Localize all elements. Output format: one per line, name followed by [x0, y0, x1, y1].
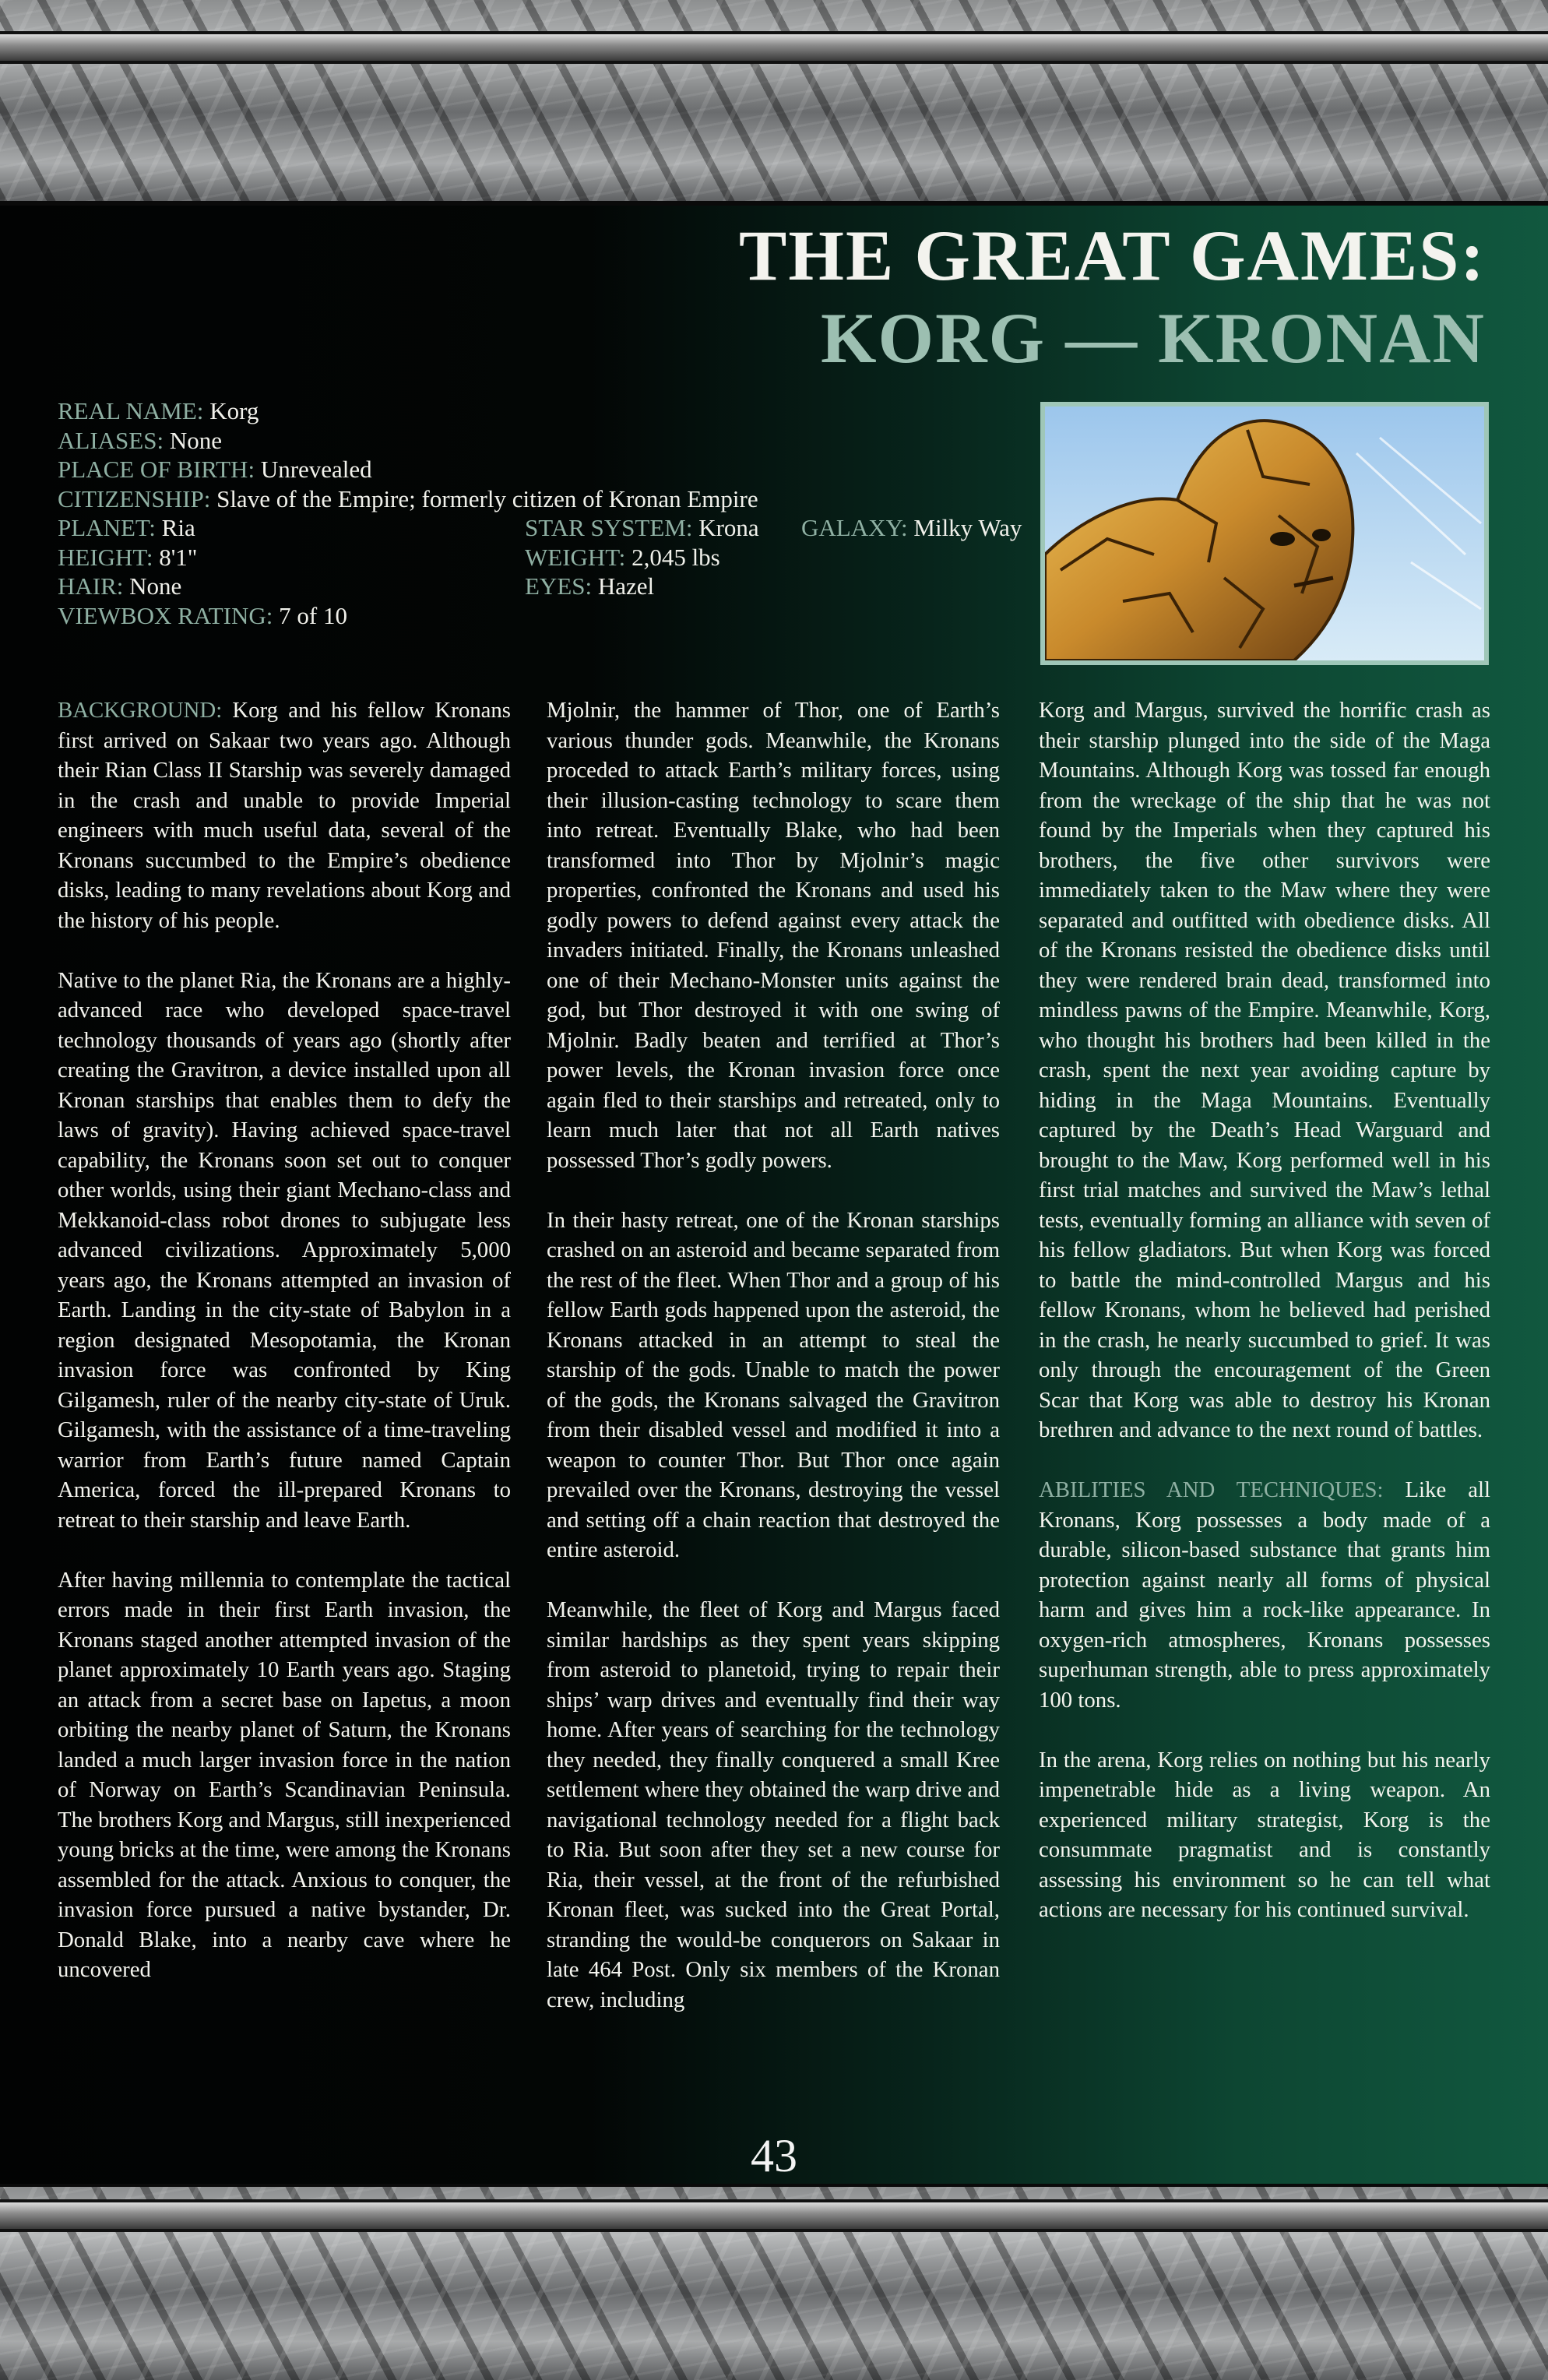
- stat-row: [58, 485, 1039, 515]
- section-heading-background: BACKGROUND:: [58, 698, 223, 723]
- stat-label: PLACE OF BIRTH:: [58, 456, 255, 483]
- stat-value: Slave of the Empire; formerly citizen of Kronan Empire: [216, 484, 758, 512]
- stat-row: [58, 602, 1039, 632]
- stat-label: HEIGHT:: [58, 543, 153, 571]
- stat-row: [58, 397, 1039, 427]
- stat-planet: [58, 514, 195, 541]
- korg-portrait-illustration: [1045, 407, 1484, 660]
- metal-bar: [0, 2199, 1548, 2232]
- stat-value: Ria: [161, 514, 195, 541]
- divider: [0, 201, 1548, 206]
- stone-header-border: [0, 0, 1548, 204]
- stat-height: [58, 544, 197, 571]
- stat-weight: [525, 544, 720, 572]
- paragraph-text: Like all Kronans, Korg possesses a body made of a durable, silicon-based substance that grants him protection against nearly all forms of physical harm and gives him a rock-like appearance. In oxygen-rich atmospheres, Kronans possesses superhuman strength, able to press approximately 100 tons.: [1039, 1477, 1490, 1713]
- stat-value: 7 of 10: [279, 601, 347, 629]
- stat-label: ALIASES:: [58, 426, 164, 454]
- stat-label: STAR SYSTEM:: [525, 514, 693, 541]
- stats-block: [58, 397, 1039, 631]
- paragraph: In the arena, Korg relies on nothing but his nearly impenetrable hide as a living weapon. An experienced military strategist, Korg is the consummate pragmatist and is constantly assessing his environment so he can tell what actions are necessary for his continued survival.: [1039, 1747, 1490, 1922]
- paragraph: [58, 695, 511, 935]
- stat-row: [58, 572, 1039, 602]
- stat-galaxy: [801, 514, 1022, 542]
- stat-label: REAL NAME:: [58, 397, 204, 424]
- stat-value: 8'1": [159, 543, 198, 571]
- text-column-1: [58, 695, 511, 2015]
- stat-value: Krona: [698, 514, 759, 541]
- paragraph-text: Korg and his fellow Kronans first arrived on Sakaar two years ago. Although their Rian Class II Starship was severely damaged in the crash and unable to provide Imperial engineers with much useful data, several of the Kronans succumbed to the Empire’s obedience disks, leading to many revelations about Korg and the history of his people.: [58, 698, 512, 933]
- paragraph: After having millennia to contemplate the tactical errors made in their first Earth invasion, the Kronans staged another attempted invasion of the planet approximately 10 Earth years ago. Staging an attack from a secret base on Iapetus, a moon orbiting the nearby planet of Saturn, the Kronans landed a much larger invasion force in the nation of Norway on Earth’s Scandinavian Peninsula. The brothers Korg and Margus, still inexperienced young bricks at the time, were among the Kronans assembled for the attack. Anxious to conquer, the invasion force pursued a native bystander, Dr. Donald Blake, into a nearby cave where he uncovered: [58, 1567, 511, 1982]
- stat-label: HAIR:: [58, 572, 124, 600]
- stat-value: None: [129, 572, 182, 600]
- stat-value: 2,045 lbs: [632, 543, 720, 571]
- section-heading-abilities: ABILITIES AND TECHNIQUES:: [1039, 1477, 1384, 1502]
- stat-row: [58, 456, 1039, 485]
- stat-label: GALAXY:: [801, 514, 908, 541]
- paragraph: Korg and Margus, survived the horrific crash as their starship plunged into the side of the Maga Mountains. Although Korg was tossed far enough from the wreckage of the ship that he was not found by the Imperials when they captured his brothers, the five other survivors were immediately taken to the Maw where they were separated and outfitted with obedience disks. All of the Kronans resisted the obedience disks until they were rendered brain dead, transformed into mindless pawns of the Empire. Meanwhile, Korg, who thought his brothers had been killed in the crash, spent the next year avoiding capture by hiding in the Maga Mountains. Eventually captured by the Death’s Head Warguard and brought to the Maw, Korg performed well in his first trial matches and survived the Maw’s lethal tests, eventually forming an alliance with seven of his fellow gladiators. But when Korg was forced to battle the mind-controlled Margus and his fellow Kronans, whom he believed had perished in the crash, he nearly succumbed to grief. It was only through the encouragement of the Green Scar that Korg was able to destroy his Kronan brethren and advance to the next round of battles.: [1039, 698, 1490, 1442]
- stat-label: EYES:: [525, 572, 593, 600]
- character-portrait: [1040, 402, 1489, 665]
- text-column-2: [547, 695, 1000, 2045]
- title-line-2: KORG — KRONAN: [821, 298, 1486, 378]
- stat-label: VIEWBOX RATING:: [58, 601, 273, 629]
- stat-row: [58, 544, 1039, 573]
- stat-star-system: [525, 514, 759, 542]
- stat-label: WEIGHT:: [525, 543, 626, 571]
- page-number: 43: [751, 2130, 797, 2181]
- stat-value: None: [169, 426, 222, 454]
- stat-label: CITIZENSHIP:: [58, 484, 211, 512]
- stat-eyes: [525, 572, 654, 600]
- paragraph: [1039, 1475, 1490, 1715]
- stat-label: PLANET:: [58, 514, 156, 541]
- stat-value: Korg: [209, 397, 259, 424]
- text-column-3: [1039, 695, 1490, 1955]
- title-line-1: THE GREAT GAMES:: [739, 216, 1486, 295]
- stone-footer-border: [0, 2187, 1548, 2380]
- page-title: [739, 216, 1486, 378]
- stat-value: Hazel: [597, 572, 655, 600]
- paragraph: Native to the planet Ria, the Kronans are a highly-advanced race who developed space-travel technology thousands of years ago (shortly after creating the Gravitron, a device installed upon all Kronan starships that enables them to defy the laws of gravity). Having achieved space-travel capability, the Kronans soon set out to conquer other worlds, using their giant Mechano-class and Mekkanoid-class robot drones to subjugate less advanced civilizations. Approximately 5,000 years ago, the Kronans attempted an invasion of Earth. Landing in the city-state of Babylon in a region designated Mesopotamia, the Kronan invasion force was confronted by King Gilgamesh, ruler of the nearby city-state of Uruk. Gilgamesh, with the assistance of a time-traveling warrior from Earth’s future named Captain America, forced the ill-prepared Kronans to retreat to their starship and leave Earth.: [58, 967, 511, 1533]
- stat-value: Unrevealed: [260, 456, 372, 483]
- paragraph: In their hasty retreat, one of the Kronan starships crashed on an asteroid and became separated from the rest of the fleet. When Thor and a group of his fellow Earth gods happened upon the asteroid, the Kronans attacked in an attempt to steal the starship of the gods. Unable to match the power of the gods, the Kronans salvaged the Gravitron from their disabled vessel and modified it into a weapon to counter Thor. But Thor once again prevailed over the Kronans, destroying the vessel and setting off a chain reaction that destroyed the entire asteroid.: [547, 1207, 1000, 1562]
- stat-value: Milky Way: [913, 514, 1022, 541]
- metal-bar: [0, 31, 1548, 64]
- stat-row: [58, 514, 1039, 544]
- paragraph: Mjolnir, the hammer of Thor, one of Earth’s various thunder gods. Meanwhile, the Kronans proceded to attack Earth’s military forces, using their illusion-casting technology to scare them into retreat. Eventually Blake, who had been transformed into Thor by Mjolnir’s magic properties, confronted the Kronans and used his godly powers to defend against every attack the invaders initiated. Finally, the Kronans unleashed one of their Mechano-Monster units against the god, but Thor destroyed it with one swing of Mjolnir. Badly beaten and terrified at Thor’s power levels, the Kronan invasion force once again fled to their starships and retreated, only to learn much later that not all Earth natives possessed Thor’s godly powers.: [547, 698, 1000, 1173]
- stat-row: [58, 427, 1039, 456]
- paragraph: Meanwhile, the fleet of Korg and Margus faced similar hardships as they spent years skipping from asteroid to planetoid, trying to repair their ships’ warp drives and eventually find their way home. After years of searching for the technology they needed, they finally conquered a small Kree settlement where they obtained the warp drive and navigational technology needed for a flight back to Ria. But soon after they set a new course for Ria, their vessel, at the front of the refurbished Kronan fleet, was sucked into the Great Portal, stranding the would-be conquerors on Sakaar in late 464 Post. Only six members of the Kronan crew, including: [547, 1597, 1000, 2012]
- stat-hair: [58, 572, 181, 600]
